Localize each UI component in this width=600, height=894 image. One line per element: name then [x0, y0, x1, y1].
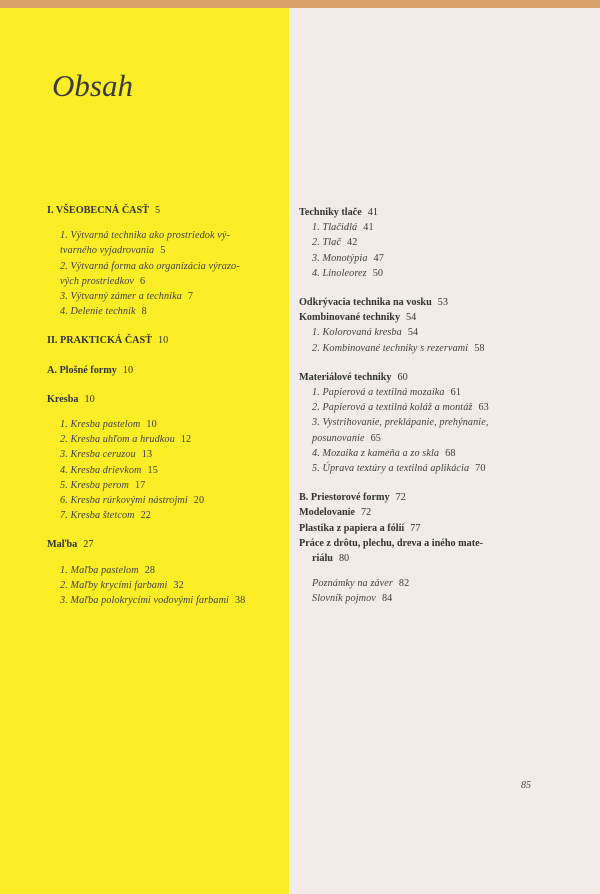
toc-entry: 3. Maľba polokrycími vodovými farbami 38 — [60, 595, 246, 607]
toc-right-column — [299, 205, 544, 607]
toc-entry: 3. Vystrihovanie, preklápanie, prehýnanie, — [312, 417, 489, 429]
toc-entry: Kombinované techniky 54 — [299, 312, 417, 324]
toc-entry: Materiálové techniky 60 — [299, 371, 408, 383]
toc-entry: 4. Mozaika z kameňa a zo skla 68 — [312, 447, 456, 459]
toc-entry: 1. Výtvarná technika ako prostriedok vý- — [60, 230, 230, 242]
toc-entry: tvarného vyjadrovania 5 — [60, 245, 166, 257]
page-number: 85 — [521, 780, 531, 791]
toc-entry: 4. Delenie techník 8 — [60, 306, 147, 318]
toc-entry: Poznámky na záver 82 — [312, 578, 410, 590]
top-edge — [0, 0, 600, 8]
toc-entry: 5. Úprava textúry a textilná aplikácia 70 — [312, 463, 486, 475]
toc-entry: 2. Tlač 42 — [312, 237, 358, 249]
toc-entry: posunovanie 65 — [312, 432, 381, 444]
toc-entry: A. Plošné formy 10 — [47, 364, 134, 376]
toc-entry: I. VŠEOBECNÁ ČASŤ 5 — [47, 205, 161, 216]
toc-entry: 1. Kresba pastelom 10 — [60, 419, 157, 431]
toc-entry: 2. Papierová a textilná koláž a montáž 63 — [312, 402, 489, 414]
toc-entry: 2. Kombinované techniky s rezervami 58 — [312, 342, 485, 354]
toc-entry: 3. Kresba ceruzou 13 — [60, 449, 153, 461]
toc-entry: 3. Výtvarný zámer a technika 7 — [60, 291, 194, 303]
toc-entry: Kresba 10 — [47, 393, 95, 405]
toc-entry: II. PRAKTICKÁ ČASŤ 10 — [47, 335, 169, 347]
toc-entry: riálu 80 — [312, 553, 350, 565]
toc-entry: 4. Kresba drievkom 15 — [60, 464, 158, 476]
toc-entry: 1. Papierová a textilná mozaika 61 — [312, 387, 461, 399]
toc-entry: 1. Tlačidlá 41 — [312, 222, 374, 234]
toc-entry: 2. Výtvarná forma ako organizácia výrazo- — [60, 260, 240, 272]
toc-left-column — [47, 203, 292, 608]
toc-entry: Modelovanie 72 — [299, 507, 372, 519]
page-title: Obsah — [52, 68, 133, 103]
toc-entry: Maľba 27 — [47, 539, 94, 551]
toc-entry: Slovník pojmov 84 — [312, 593, 393, 605]
toc-entry: 2. Kresba uhľom a hrudkou 12 — [60, 434, 192, 446]
toc-entry: 3. Monotýpia 47 — [312, 252, 384, 264]
toc-entry: Práce z drôtu, plechu, dreva a iného mate- — [299, 537, 484, 549]
toc-entry: Techniky tlače 41 — [299, 207, 378, 218]
toc-entry: 2. Maľby krycími farbami 32 — [60, 579, 184, 591]
toc-entry: vých prostriedkov 6 — [60, 275, 146, 287]
toc-entry: Odkrývacia technika na vosku 53 — [299, 297, 448, 309]
toc-entry: B. Priestorové formy 72 — [299, 492, 406, 504]
toc-entry: 5. Kresba perom 17 — [60, 479, 146, 491]
toc-entry: 7. Kresba štetcom 22 — [60, 510, 151, 522]
toc-entry: 6. Kresba rúrkovými nástrojmi 20 — [60, 495, 205, 507]
toc-entry: 4. Linoleorez 50 — [312, 267, 384, 279]
toc-entry: 1. Maľba pastelom 28 — [60, 564, 156, 576]
toc-entry: Plastika z papiera a fólií 77 — [299, 522, 421, 534]
toc-entry: 1. Kolorovaná kresba 54 — [312, 327, 419, 339]
